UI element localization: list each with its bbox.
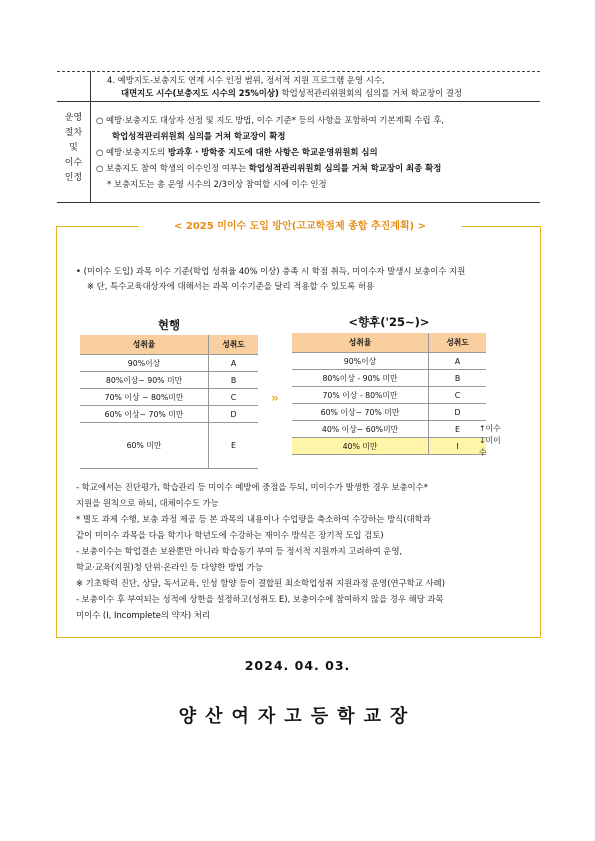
rate-cell: 60% 이상~ 70% 미만 [80,406,209,423]
rate-cell: 90%이상 [292,353,429,370]
rate-cell: 70% 이상 ~ 80%미만 [80,389,209,406]
grade-cell: E [429,421,487,438]
document-date: 2024. 04. 03. [244,658,351,673]
item2 [96,147,378,158]
plan-line: 미이수 (I, Incomplete의 약자) 처리 [76,610,210,620]
plan-line: - 보충이수 후 부여되는 성적에 상한을 설정하고(성취도 E), 보충이수에 참여하지 않을 경우 해당 과목 [76,594,444,604]
table-row-highlight [292,438,486,455]
side-label-up: ↑이수 [479,424,501,433]
grade-cell: A [209,355,259,372]
col-grade-header: 성취도 [209,335,259,355]
rate-cell: 40% 이상~ 60%미만 [292,421,429,438]
table-row [80,423,258,469]
label-line: 이수 [64,158,83,168]
row1-line2-rest: 학업성적관리위원회의 심의를 거쳐 학교장이 결정 [278,88,463,98]
current-heading: 현행 [157,318,181,332]
table-row [292,353,486,370]
table-row [292,421,486,438]
grade-cell: A [429,353,487,370]
table-row [80,355,258,372]
procedure-table [57,71,540,202]
col-rate-header: 성취율 [80,335,209,355]
plan-bullet1: • (미이수 도입) 과목 이수 기준(학업 성취율 40% 이상) 충족 시 학점 취득, 미이수자 발생시 보충이수 지원 [76,266,466,276]
table-row [80,406,258,423]
plan-line: - 보충이수는 학업결손 보완뿐만 아니라 학습동기 부여 등 정서적 지원까지 고려하여 운영, [76,546,403,556]
plan-line: 지원을 원칙으로 하되, 대체이수도 가능 [76,498,219,508]
grade-cell: C [209,389,259,406]
table-row [80,372,258,389]
plan-line: - 학교에서는 진단평가, 학습관리 등 미이수 예방에 중점을 두되, 미이수가 발생한 경우 보충이수* [76,482,428,492]
plan-line: 학교·교육(지원)청 단위·온라인 등 다양한 방법 가능 [76,562,263,572]
future-grade-table [292,333,486,455]
table-bottom-border [57,202,540,203]
row1-line2-bold: 대면지도 시수(보충지도 시수의 25%이상) [121,88,279,98]
plan-note1: ※ 단, 특수교육대상자에 대해서는 과목 이수기준을 달리 적용할 수 있도록 허용 [87,281,375,291]
label-line: 절차 [64,128,83,138]
row1-line1: 4. 예방지도-보충지도 연계 시수 인정 범위, 정서적 지원 프로그램 운영 시수, [107,75,385,85]
item3 [96,163,441,174]
plan-title: < 2025 미이수 도입 방안(고교학점제 종합 추진계획) > [139,218,461,236]
rate-cell: 60% 미만 [80,423,209,469]
rate-cell: 90%이상 [80,355,209,372]
table-column-divider [90,71,91,202]
plan-line: ※ 기초학력 진단, 상담, 독서교육, 인성 함양 등이 결합된 최소학업성취 지원과정 운영(연구학교 사례) [76,578,446,588]
side-label-down2: 수 [479,448,487,457]
grade-cell: D [429,404,487,421]
grade-cell: D [209,406,259,423]
grade-cell: I [429,438,487,455]
side-label-down: ↓미이 [479,436,501,445]
item2-bold: 방과후 · 방학중 지도에 대한 사항은 학교운영위원회 심의 [167,147,378,157]
rate-cell: 60% 이상~ 70% 미만 [292,404,429,421]
arrow-icon: » [271,391,279,405]
table-row [292,404,486,421]
grade-cell: E [209,423,259,469]
current-grade-table [80,335,258,469]
rate-cell: 70% 이상 - 80%미만 [292,387,429,404]
rate-cell: 40% 미만 [292,438,429,455]
col-grade-header: 성취도 [429,333,487,353]
plan-line: * 별도 과제 수행, 보충 과정 제공 등 본 과목의 내용이나 수업량을 축소하여 수강하는 방식(대학과 [76,514,431,524]
item1-line1: ○ 예방·보충지도 대상자 선정 및 지도 방법, 이수 기준* 등의 사항을 포함하여 기본계획 수립 후, [96,115,444,125]
label-line: 및 [69,143,78,153]
grade-cell: C [429,387,487,404]
school-signature: 양산여자고등학교장 [178,706,417,727]
grade-cell: B [209,372,259,389]
rate-cell: 80%이상~ 90% 미만 [80,372,209,389]
item4: * 보충지도는 총 운영 시수의 2/3이상 참여할 시에 이수 인정 [107,179,327,189]
item3-pre: ○ 보충지도 참여 학생의 이수인정 여부는 [96,163,249,173]
label-line: 운영 [64,113,83,123]
table-row [292,370,486,387]
label-line: 인정 [64,173,83,183]
rate-cell: 80%이상 - 90% 미만 [292,370,429,387]
item3-bold: 학업성적관리위원회 심의를 거쳐 학교장이 최종 확정 [248,163,442,173]
grade-cell: B [429,370,487,387]
table-row [80,389,258,406]
item2-pre: ○ 예방·보충지도의 [96,147,168,157]
row1-line2 [121,88,462,99]
item1-line2: 학업성적관리위원회 심의를 거쳐 학교장이 확정 [112,131,286,141]
plan-line: 같이 미이수 과목을 다음 학기나 학년도에 수강하는 재이수 방식은 장기적 도입 검토) [76,530,384,540]
table-row [292,387,486,404]
future-heading: <향후('25~)> [348,315,430,329]
col-rate-header: 성취율 [292,333,429,353]
